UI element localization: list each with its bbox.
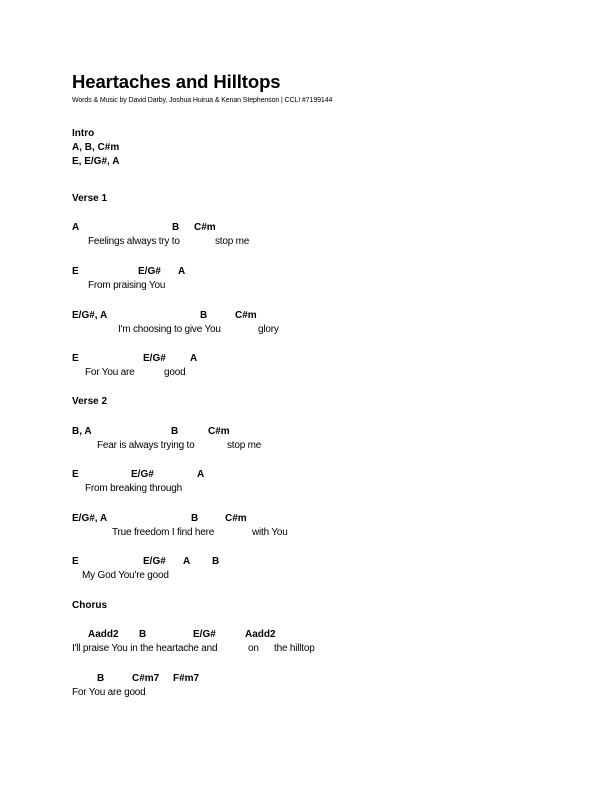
lyric-fragment: I'll praise You in the heartache and (72, 643, 218, 654)
lyric-fragment: My God You're good (82, 570, 169, 581)
chord: E/G# (143, 556, 166, 567)
chord: A (178, 266, 186, 277)
intro-chord-line-2: E, E/G#, A (72, 156, 120, 167)
lyric-fragment: with You (252, 527, 288, 538)
lyric-fragment: stop me (227, 440, 262, 451)
chord: B (139, 629, 147, 640)
chord: C#m (194, 222, 216, 233)
chord: Aadd2 (88, 629, 119, 640)
chord: C#m (208, 426, 230, 437)
chord: B (172, 222, 180, 233)
song-title: Heartaches and Hilltops (72, 71, 281, 92)
chord: B (171, 426, 179, 437)
chord: E/G#, A (72, 513, 108, 524)
chord: B (212, 556, 220, 567)
lyric-fragment: From praising You (88, 280, 166, 291)
chord: E (72, 556, 79, 567)
song-credits: Words & Music by David Darby, Joshua Huirua & Kenan Stephenson | CCLI #7199144 (72, 97, 333, 104)
lyric-fragment: Fear is always trying to (97, 440, 195, 451)
section-verse-1-heading: Verse 1 (72, 193, 108, 204)
lyric-fragment: For You are good (72, 687, 146, 698)
lyric-fragment: stop me (215, 236, 250, 247)
chord: C#m (235, 310, 257, 321)
chord: E (72, 353, 79, 364)
chord: B (97, 673, 105, 684)
chord: E (72, 266, 79, 277)
lyric-fragment: glory (258, 324, 279, 335)
chord: A (190, 353, 198, 364)
chord: F#m7 (173, 673, 200, 684)
section-chorus-heading: Chorus (72, 600, 107, 611)
chord: B, A (72, 426, 92, 437)
chord: E/G# (193, 629, 216, 640)
chord: E/G#, A (72, 310, 108, 321)
lyric-fragment: I'm choosing to give You (118, 324, 221, 335)
lyric-fragment: good (164, 367, 186, 378)
chord: B (200, 310, 208, 321)
chord: A (197, 469, 205, 480)
chord: E/G# (143, 353, 166, 364)
section-verse-2-heading: Verse 2 (72, 396, 108, 407)
lyric-fragment: True freedom I find here (112, 527, 215, 538)
chord: E (72, 469, 79, 480)
lyric-fragment: For You are (85, 367, 135, 378)
chord: E/G# (138, 266, 161, 277)
chord: Aadd2 (245, 629, 276, 640)
chord: A (72, 222, 80, 233)
section-intro-heading: Intro (72, 128, 95, 139)
chord: C#m7 (132, 673, 160, 684)
chord: E/G# (131, 469, 154, 480)
lyric-fragment: on (248, 643, 259, 654)
chord: A (183, 556, 191, 567)
lyric-fragment: the hilltop (274, 643, 315, 654)
chord: C#m (225, 513, 247, 524)
chord: B (191, 513, 199, 524)
intro-chord-line-1: A, B, C#m (72, 142, 120, 153)
lyric-fragment: From breaking through (85, 483, 182, 494)
lyric-fragment: Feelings always try to (88, 236, 180, 247)
